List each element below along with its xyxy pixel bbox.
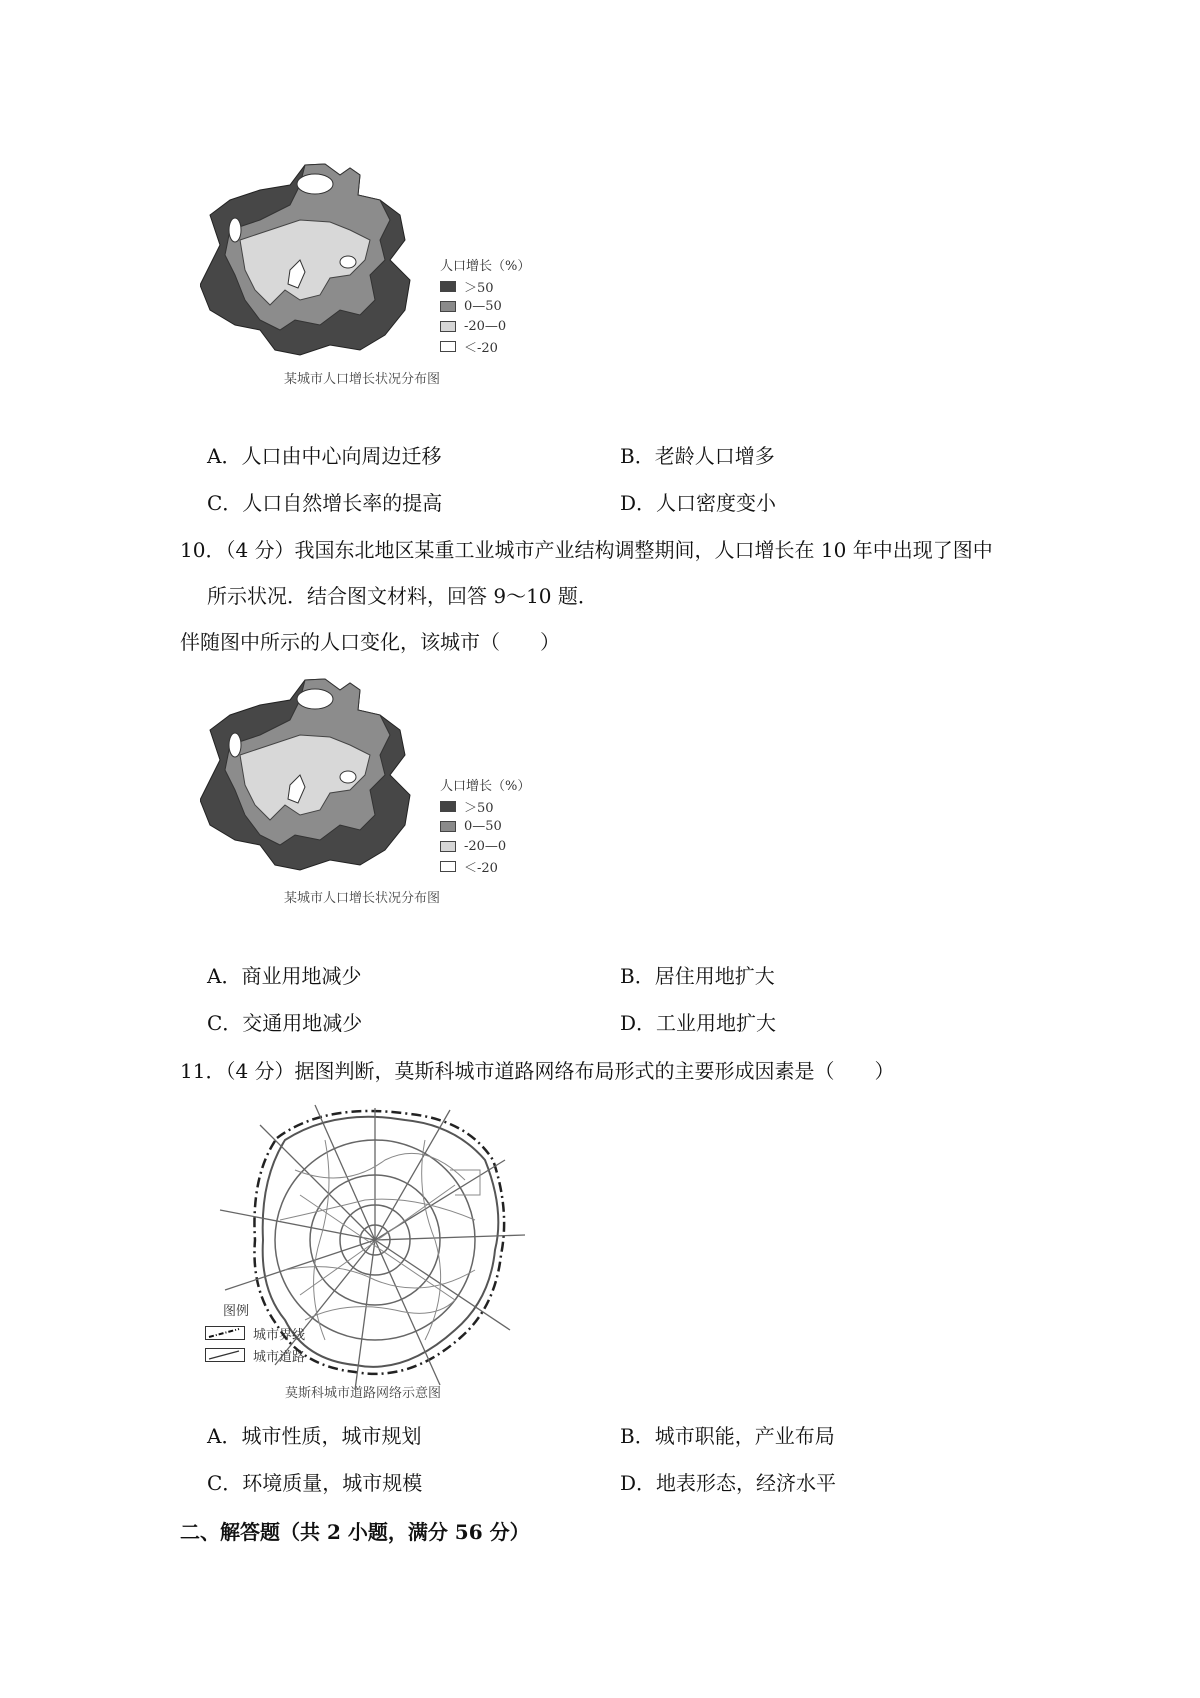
legend-title: 图例 [223,1304,250,1319]
map-caption: 某城市人口增长状况分布图 [284,372,441,387]
option-c[interactable]: C．人口自然增长率的提高 [207,491,443,515]
legend-swatch [440,841,456,852]
legend-item [205,1322,305,1344]
zone-decline-east [340,771,356,783]
legend-label: 城市界线 [253,1327,306,1343]
legend-item [440,816,506,836]
legend-item [440,336,506,356]
population-growth-map-1 [200,160,580,420]
legend-item [440,296,506,316]
option-b[interactable]: B．居住用地扩大 [620,964,775,988]
legend-item [440,276,506,296]
moscow-road-network-map [205,1100,545,1400]
question-10-line-3: 伴随图中所示的人口变化，该城市（ ） [180,630,560,654]
option-b[interactable]: B．老龄人口增多 [620,444,775,468]
legend-swatch [440,321,456,332]
legend-swatch [440,861,456,872]
legend-label: -20—0 [464,838,507,854]
question-11-line-1: 11．（4 分）据图判断，莫斯科城市道路网络布局形式的主要形成因素是（ ） [180,1059,895,1083]
legend-title: 人口增长（%） [440,259,531,274]
option-a[interactable]: A．城市性质，城市规划 [207,1424,422,1448]
zone-decline-west [229,218,241,242]
road-line-icon [205,1348,245,1362]
legend-label: 城市道路 [253,1349,306,1365]
option-a[interactable]: A．商业用地减少 [207,964,362,988]
legend-label: -20—0 [464,318,507,334]
legend-item [440,316,506,336]
legend-swatch [440,341,456,352]
option-d[interactable]: D．地表形态，经济水平 [620,1471,837,1495]
option-d[interactable]: D．工业用地扩大 [620,1011,777,1035]
legend-label: ＞50 [464,800,494,816]
section-title: 二、解答题（共 2 小题，满分 56 分） [180,1520,530,1544]
legend-title: 人口增长（%） [440,779,531,794]
population-growth-map-2 [200,675,580,935]
legend-swatch [440,301,456,312]
legend-label: ＜-20 [464,340,498,356]
legend-label: 0—50 [464,818,502,834]
legend-label: 0—50 [464,298,502,314]
legend-item [440,836,506,856]
legend-swatch [440,821,456,832]
legend-swatch [440,281,456,292]
legend-label: ＜-20 [464,860,498,876]
legend-item [205,1344,305,1366]
legend [205,1322,305,1366]
option-c[interactable]: C．环境质量，城市规模 [207,1471,423,1495]
zone-decline-north [297,174,333,194]
zone-decline-west [229,733,241,757]
option-b[interactable]: B．城市职能，产业布局 [620,1424,835,1448]
map-caption: 莫斯科城市道路网络示意图 [285,1386,442,1401]
boundary-line-icon [205,1326,245,1340]
question-10-line-2: 所示状况．结合图文材料，回答 9～10 题． [207,584,598,608]
population-growth-map-1-graphic [200,160,430,390]
option-c[interactable]: C．交通用地减少 [207,1011,363,1035]
zone-decline-north [297,689,333,709]
option-a[interactable]: A．人口由中心向周边迁移 [207,444,442,468]
legend-label: ＞50 [464,280,494,296]
map-caption: 某城市人口增长状况分布图 [284,891,441,906]
legend [440,276,506,356]
question-10-line-1: 10．（4 分）我国东北地区某重工业城市产业结构调整期间，人口增长在 10 年中出现了图中 [180,538,993,562]
option-d[interactable]: D．人口密度变小 [620,491,777,515]
legend-item [440,796,506,816]
population-growth-map-2-graphic [200,675,430,905]
zone-decline-east [340,256,356,268]
legend-swatch [440,801,456,812]
legend-item [440,856,506,876]
legend [440,796,506,876]
